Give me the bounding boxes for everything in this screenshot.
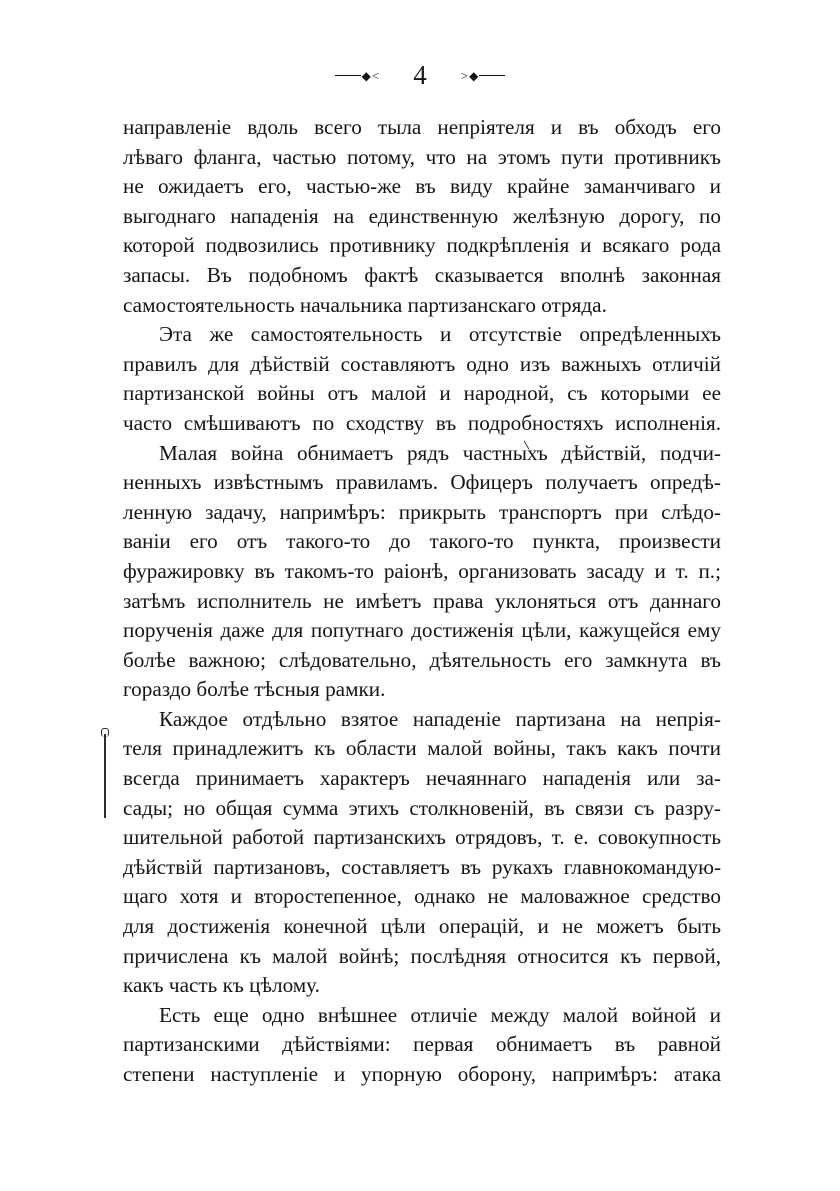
right-ornament-icon: > ◆ (461, 69, 506, 82)
text-line: дѣйствій партизановъ, составляетъ въ рукахъ главнокомандую- (123, 854, 721, 879)
body-text (123, 113, 721, 1090)
text-line: лѣваго фланга, частью потому, что на этомъ пути противникъ (123, 144, 721, 169)
text-line: шительной работой партизанскихъ отрядовъ, т. е. совокупность (123, 825, 721, 850)
page-number: 4 (413, 60, 427, 90)
text-line: Есть еще одно внѣшнее отличіе между малой войной и (159, 1002, 721, 1027)
text-line: направленіе вдоль всего тыла непріятеля и въ обходъ его (123, 115, 721, 139)
paragraph-2 (123, 320, 721, 438)
text-line: Эта же самостоятельность и отсутствіе опредѣленныхъ (159, 322, 721, 347)
text-line: которой подвозились противнику подкрѣпленія и всякаго рода (123, 233, 721, 258)
text-line: партизанскими дѣйствіями: первая обнимаетъ въ равной (123, 1032, 721, 1057)
text-line: Малая война обнимаетъ рядъ частныхъ дѣйствій, подчи- (159, 440, 721, 465)
text-line: теля принадлежитъ къ области малой войны, такъ какъ почти (123, 736, 721, 761)
text-line: щаго хотя и второстепенное, однако не маловажное средство (123, 884, 721, 909)
text-line: болѣе важною; слѣдовательно, дѣятельность его замкнута въ (123, 647, 721, 672)
left-ornament-icon: ◆ < (335, 69, 380, 82)
text-line: причислена къ малой войнѣ; послѣдняя относится къ первой, (123, 943, 721, 968)
text-line: правилъ для дѣйствій составляютъ одно изъ важныхъ отличій (123, 351, 721, 376)
text-line: запасы. Въ подобномъ фактѣ сказывается вполнѣ законная (123, 262, 721, 287)
text-line: сады; но общая сумма этихъ столкновеній, въ связи съ разру- (123, 795, 721, 820)
text-line: партизанской войны отъ малой и народной, съ которыми ее (123, 381, 721, 406)
text-line: не ожидаетъ его, частью-же въ виду крайне заманчиваго и (123, 174, 721, 199)
paragraph-3 (123, 439, 721, 705)
text-line: часто смѣшиваютъ по сходству въ подробностяхъ исполненія. (123, 410, 721, 435)
text-line: самостоятельность начальника партизанскаго отряда. (123, 292, 607, 317)
text-line: гораздо болѣе тѣсныя рамки. (123, 677, 386, 702)
text-line: для достиженія конечной цѣли операцій, и не можетъ быть (123, 914, 721, 939)
text-line: фуражировку въ такомъ-то раіонѣ, организовать засаду и т. п.; (123, 558, 721, 583)
text-line: Каждое отдѣльно взятое нападеніе партизана на непрія- (159, 706, 721, 731)
text-line: ленную задачу, напримѣръ: прикрыть транспортъ при слѣдо- (123, 499, 721, 524)
text-line: ненныхъ извѣстнымъ правиламъ. Офицеръ получаетъ опредѣ- (123, 470, 721, 495)
paragraph-4 (123, 705, 721, 1001)
text-line: всегда принимаетъ характеръ нечаяннаго нападенія или за- (123, 766, 721, 791)
text-line: затѣмъ исполнитель не имѣетъ права уклоняться отъ даннаго (123, 588, 721, 613)
text-line: порученія даже для попутнаго достиженія цѣли, кажущейся ему (123, 618, 721, 643)
paragraph-1 (123, 113, 721, 320)
paragraph-5 (123, 1001, 721, 1090)
margin-mark-icon (104, 734, 106, 818)
text-line: ваніи его отъ такого-то до такого-то пункта, произвести (123, 529, 721, 554)
text-line: степени наступленіе и упорную оборону, напримѣръ: атака (123, 1062, 721, 1086)
text-line: выгоднаго нападенія на единственную желѣзную дорогу, по (123, 203, 721, 228)
page-header (0, 62, 840, 89)
text-line: какъ часть къ цѣлому. (123, 973, 320, 998)
